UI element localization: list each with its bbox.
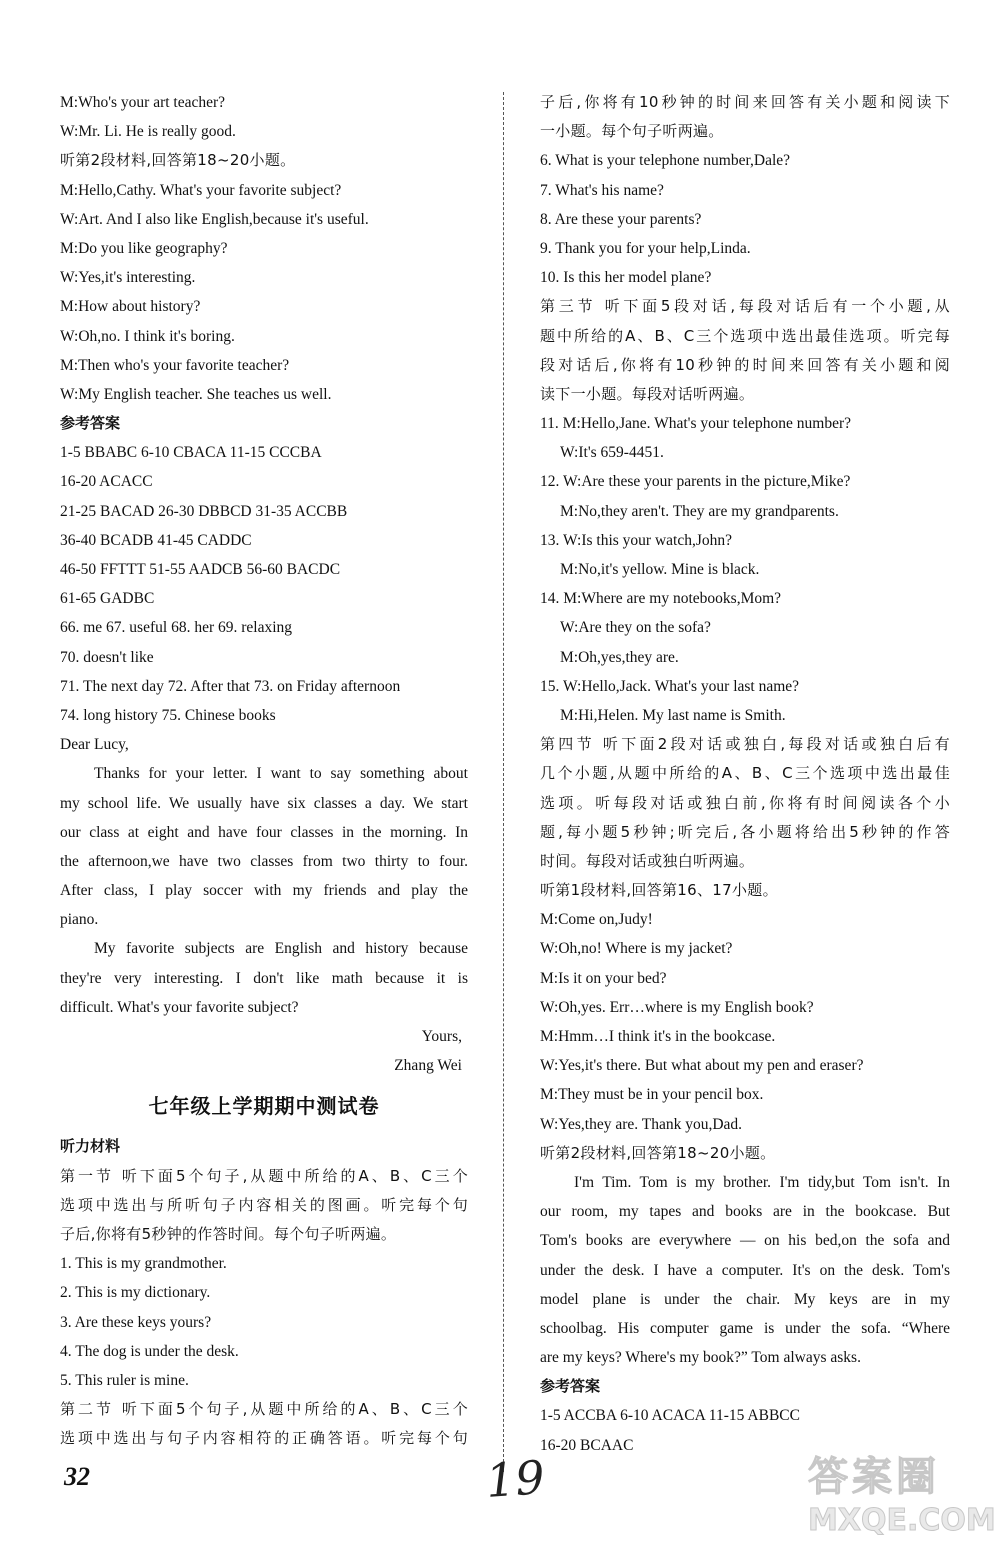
left-text-line: 46-50 FFTTT 51-55 AADCB 56-60 BACDC <box>60 561 341 578</box>
left-text-line: W:My English teacher. She teaches us well. <box>60 385 332 403</box>
right-text-line: W:It's 659-4451. <box>560 444 664 462</box>
page-number: 32 <box>64 1462 90 1491</box>
right-text-line: 7. What's his name? <box>540 181 664 199</box>
left-text-line: 1-5 BBABC 6-10 CBACA 11-15 CCCBA <box>60 444 322 462</box>
left-text-line: 2. This is my dictionary. <box>60 1284 211 1302</box>
right-text-line: 16-20 BCAAC <box>540 1436 634 1454</box>
right-text-line: 段对话后,你将有10秒钟的时间来回答有关小题和阅 <box>540 355 950 374</box>
left-text-line: 选项中选出与句子内容相符的正确答语。听完每个句 <box>60 1429 468 1448</box>
right-text-line: M:No,they aren't. They are my grandparents. <box>560 502 839 520</box>
left-text-line: 61-65 GADBC <box>60 590 155 608</box>
right-text-line: W:Yes,it's there. But what about my pen and eraser? <box>540 1057 864 1075</box>
left-text-line: the afternoon,we have two classes from two thirty to four. <box>60 852 468 870</box>
right-text-line: 12. W:Are these your parents in the picture,Mike? <box>540 473 851 491</box>
right-text-line: 第四节 听下面2段对话或独白,每段对话或独白后有 <box>540 735 950 754</box>
left-text-line: W:Art. And I also like English,because it's useful. <box>60 210 369 228</box>
left-text-line: 3. Are these keys yours? <box>60 1313 212 1331</box>
section-heading: 参考答案 <box>540 1377 601 1396</box>
left-text-line: 36-40 BCADB 41-45 CADDC <box>60 531 252 549</box>
right-text-line: 时间。每段对话或独白听两遍。 <box>540 851 755 870</box>
right-text-line: 10. Is this her model plane? <box>540 269 712 287</box>
right-text-line: are my keys? Where's my book?” Tom always asks. <box>540 1349 861 1367</box>
column-divider <box>503 92 504 1472</box>
left-text-line: 听第2段材料,回答第18~20小题。 <box>60 151 296 170</box>
right-text-line: 听第2段材料,回答第18~20小题。 <box>540 1143 776 1162</box>
right-text-line: 子后,你将有10秒钟的时间来回答有关小题和阅读下 <box>540 93 950 111</box>
left-text-line: 16-20 ACACC <box>60 473 153 491</box>
right-text-line: M:Is it on your bed? <box>540 969 667 987</box>
left-text-line: M:How about history? <box>60 298 201 316</box>
right-text-line: 9. Thank you for your help,Linda. <box>540 239 751 257</box>
left-text-line: our class at eight and have four classes in the morning. In <box>60 823 468 841</box>
site-watermark <box>808 1452 996 1548</box>
left-text-line: 子后,你将有5秒钟的作答时间。每个句子听两遍。 <box>60 1224 397 1243</box>
left-text-line: Dear Lucy, <box>60 736 129 754</box>
right-text-line: 选项。听每段对话或独白前,你将有时间阅读各个小 <box>540 793 950 812</box>
left-text-line: 71. The next day 72. After that 73. on Friday afternoon <box>60 677 401 695</box>
left-text-line: 5. This ruler is mine. <box>60 1371 189 1389</box>
right-text-line: 题,每小题5秒钟;听完后,各小题将给出5秒钟的作答 <box>540 822 950 841</box>
right-text-line: 8. Are these your parents? <box>540 210 702 228</box>
right-text-line: 14. M:Where are my notebooks,Mom? <box>540 590 782 608</box>
right-text-line: M:Hi,Helen. My last name is Smith. <box>560 706 786 724</box>
left-text-line: they're very interesting. I don't like math because it is <box>60 969 468 987</box>
section-heading: 参考答案 <box>60 414 121 433</box>
right-text-line: 一小题。每个句子听两遍。 <box>540 122 724 141</box>
right-text-line: M:Oh,yes,they are. <box>560 648 679 666</box>
right-text-line: I'm Tim. Tom is my brother. I'm tidy,but Tom isn't. In <box>574 1173 950 1191</box>
right-text-line: 第三节 听下面5段对话,每段对话后有一个小题,从 <box>540 297 950 316</box>
right-text-line: 11. M:Hello,Jane. What's your telephone number? <box>540 415 851 433</box>
right-text-line: M:Come on,Judy! <box>540 911 653 929</box>
section-title: 七年级上学期期中测试卷 <box>148 1094 380 1119</box>
left-text-line: 第二节 听下面5个句子,从题中所给的A、B、C三个 <box>60 1400 468 1419</box>
left-text-line: M:Hello,Cathy. What's your favorite subject? <box>60 181 342 199</box>
right-text-line: schoolbag. His computer game is under the sofa. “Where <box>540 1319 950 1337</box>
left-text-line: 74. long history 75. Chinese books <box>60 706 276 724</box>
right-text-line: 听第1段材料,回答第16、17小题。 <box>540 881 778 900</box>
right-text-line: 题中所给的A、B、C三个选项中选出最佳选项。听完每 <box>540 326 950 345</box>
left-text-line: M:Do you like geography? <box>60 239 228 257</box>
right-column <box>540 88 950 1460</box>
right-text-line: M:Hmm…I think it's in the bookcase. <box>540 1028 776 1045</box>
right-text-line: 15. W:Hello,Jack. What's your last name? <box>540 677 800 695</box>
watermark-url: MXQE.COM <box>808 1503 996 1538</box>
left-text-line: 4. The dog is under the desk. <box>60 1342 239 1360</box>
left-text-line: W:Mr. Li. He is really good. <box>60 123 236 141</box>
handwritten-page-mark: 19 <box>484 1450 547 1508</box>
right-text-line: W:Oh,no! Where is my jacket? <box>540 940 733 958</box>
watermark-logo-text: 答案圈 <box>808 1454 940 1500</box>
right-text-line: under the desk. I have a computer. It's on the desk. Tom's <box>540 1261 950 1279</box>
left-text-line: piano. <box>60 911 99 929</box>
right-text-line: M:They must be in your pencil box. <box>540 1086 764 1104</box>
left-text-line: 第一节 听下面5个句子,从题中所给的A、B、C三个 <box>60 1166 468 1185</box>
left-column <box>60 88 468 1453</box>
left-text-line: difficult. What's your favorite subject? <box>60 998 299 1016</box>
left-text-line: Thanks for your letter. I want to say something about <box>94 765 468 783</box>
right-text-line: 1-5 ACCBA 6-10 ACACA 11-15 ABBCC <box>540 1407 800 1425</box>
right-text-line: model plane is under the chair. My keys are in my <box>540 1290 950 1308</box>
left-text-line: Zhang Wei <box>394 1057 462 1075</box>
left-text-line: my school life. We usually have six classes a day. We start <box>60 794 468 812</box>
section-heading: 听力材料 <box>60 1137 121 1156</box>
right-text-line: 读下一小题。每段对话听两遍。 <box>540 384 755 403</box>
right-text-line: 6. What is your telephone number,Dale? <box>540 152 791 170</box>
right-text-line: our room, my tapes and books are in the bookcase. But <box>540 1203 950 1221</box>
right-text-line: Tom's books are everywhere — on his bed,on the sofa and <box>540 1232 950 1250</box>
left-text-line: W:Yes,it's interesting. <box>60 269 196 287</box>
right-text-line: W:Oh,yes. Err…where is my English book? <box>540 998 814 1016</box>
right-text-line: 几个小题,从题中所给的A、B、C三个选项中选出最佳 <box>540 764 950 783</box>
right-text-line: W:Are they on the sofa? <box>560 619 711 637</box>
right-text-line: W:Yes,they are. Thank you,Dad. <box>540 1115 743 1133</box>
left-text-line: My favorite subjects are English and history because <box>94 940 468 958</box>
left-text-line: 选项中选出与所听句子内容相关的图画。听完每个句 <box>60 1195 468 1214</box>
right-text-line: 13. W:Is this your watch,John? <box>540 531 733 549</box>
left-text-line: M:Who's your art teacher? <box>60 94 226 111</box>
left-text-line: W:Oh,no. I think it's boring. <box>60 327 235 345</box>
left-text-line: M:Then who's your favorite teacher? <box>60 356 290 374</box>
left-text-line: After class, I play soccer with my friends and play the <box>60 882 468 900</box>
left-text-line: 70. doesn't like <box>60 648 154 666</box>
left-text-line: 1. This is my grandmother. <box>60 1255 227 1273</box>
left-text-line: 66. me 67. useful 68. her 69. relaxing <box>60 619 293 637</box>
left-text-line: 21-25 BACAD 26-30 DBBCD 31-35 ACCBB <box>60 502 348 520</box>
right-text-line: M:No,it's yellow. Mine is black. <box>560 561 760 578</box>
left-text-line: Yours, <box>421 1028 462 1045</box>
